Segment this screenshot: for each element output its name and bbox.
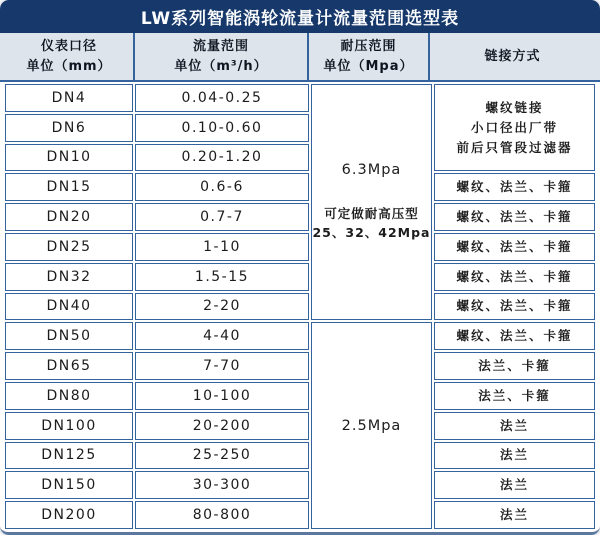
cell-text: DN25: [46, 238, 92, 255]
column-header-label: 流量范围: [192, 39, 249, 54]
table-cell-dn: [5, 412, 133, 440]
table-cell-dn: [5, 352, 133, 380]
table-cell-dn: [5, 114, 133, 142]
cell-text: 0.10-0.60: [181, 119, 263, 136]
pressure-cell: [311, 84, 432, 320]
table-cell-dn: [5, 84, 133, 112]
cell-text: 0.20-1.20: [181, 149, 263, 166]
table-cell-flow: [135, 144, 309, 172]
table-body: [0, 82, 600, 532]
pressure-cell: [311, 322, 432, 529]
cell-text: DN40: [46, 298, 92, 315]
cell-text: DN15: [46, 179, 92, 196]
cell-text: DN20: [46, 209, 92, 226]
table-cell-flow: [135, 412, 309, 440]
cell-text: 0.6-6: [200, 179, 244, 196]
table-cell-flow: [135, 501, 309, 529]
pressure-note: [312, 204, 430, 243]
table-cell-dn: [5, 442, 133, 470]
column-header-unit: 单位（mm）: [26, 58, 112, 74]
cell-text: 6.3Mpa: [341, 161, 402, 178]
table-cell-dn: [5, 501, 133, 529]
table-cell-flow: [135, 233, 309, 261]
cell-text: 25、32、42Mpa: [312, 225, 431, 241]
cell-text: 法兰、卡箍: [478, 358, 551, 374]
table-cell-flow: [135, 352, 309, 380]
connection-cell: [434, 293, 595, 321]
cell-text: DN50: [46, 328, 92, 345]
table-cell-flow: [135, 263, 309, 291]
cell-text: 可定做耐高压型: [324, 205, 419, 221]
cell-text: 螺纹、法兰、卡箍: [456, 238, 573, 254]
table-cell-flow: [135, 203, 309, 231]
cell-text: 7-70: [203, 358, 241, 375]
cell-text: 0.7-7: [200, 209, 244, 226]
cell-text: DN10: [46, 149, 92, 166]
cell-text: 4-40: [203, 328, 241, 345]
connection-cell: [434, 322, 595, 350]
cell-text: 80-800: [192, 507, 252, 524]
table-cell-dn: [5, 293, 133, 321]
cell-text: DN100: [41, 417, 97, 434]
column-header-pressure-range: [307, 33, 428, 80]
cell-text: DN125: [41, 447, 97, 464]
table-cell-dn: [5, 144, 133, 172]
connection-cell: [434, 84, 595, 171]
table-cell-dn: [5, 471, 133, 499]
table-cell-flow: [135, 322, 309, 350]
cell-text: DN150: [41, 477, 97, 494]
cell-text: DN65: [46, 358, 92, 375]
cell-text: 20-200: [192, 417, 252, 434]
table-cell-dn: [5, 203, 133, 231]
connection-cell: [434, 412, 595, 440]
cell-text: 前后只管段过滤器: [456, 139, 573, 155]
cell-text: 10-100: [192, 387, 252, 404]
column-header-unit: 单位（m³/h）: [174, 58, 268, 74]
cell-text: 2.5Mpa: [341, 417, 402, 434]
cell-text: 螺纹、法兰、卡箍: [456, 328, 573, 344]
cell-text: 1.5-15: [194, 268, 250, 285]
cell-text: 法兰: [499, 477, 529, 493]
column-header-connection: [428, 33, 595, 80]
cell-text: 法兰: [499, 507, 529, 523]
table-cell-flow: [135, 84, 309, 112]
connection-cell: [434, 471, 595, 499]
table-cell-flow: [135, 114, 309, 142]
table-cell-flow: [135, 382, 309, 410]
cell-text: 螺纹、法兰、卡箍: [456, 179, 573, 195]
column-header-unit: 单位（Mpa）: [323, 58, 414, 74]
cell-text: DN80: [46, 387, 92, 404]
cell-text: 小口径出厂带: [470, 119, 558, 135]
cell-text: DN200: [41, 507, 97, 524]
cell-text: DN6: [51, 119, 87, 136]
column-header-diameter: [5, 33, 133, 80]
cell-text: 螺纹链接: [485, 99, 544, 115]
table-cell-dn: [5, 173, 133, 201]
connection-cell: [434, 173, 595, 201]
connection-cell: [434, 203, 595, 231]
table-cell-dn: [5, 233, 133, 261]
cell-text: 1-10: [203, 238, 241, 255]
cell-text: 螺纹、法兰、卡箍: [456, 268, 573, 284]
table-cell-flow: [135, 471, 309, 499]
column-header-flow-range: [133, 33, 307, 80]
column-header-label: 仪表口径: [40, 39, 97, 54]
cell-text: 螺纹、法兰、卡箍: [456, 298, 573, 314]
table-title: LW系列智能涡轮流量计流量范围选型表: [0, 0, 600, 33]
cell-text: DN32: [46, 268, 92, 285]
cell-text: 30-300: [192, 477, 252, 494]
cell-text: 螺纹、法兰、卡箍: [456, 209, 573, 225]
connection-cell: [434, 263, 595, 291]
cell-text: DN4: [51, 89, 87, 106]
cell-text: 2-20: [203, 298, 241, 315]
cell-text: 25-250: [192, 447, 252, 464]
table-header-row: [0, 33, 600, 82]
connection-cell: [434, 501, 595, 529]
connection-cell: [434, 382, 595, 410]
table-cell-flow: [135, 173, 309, 201]
connection-cell: [434, 352, 595, 380]
connection-cell: [434, 233, 595, 261]
table-cell-flow: [135, 442, 309, 470]
column-header-label: 链接方式: [484, 48, 541, 64]
cell-text: 0.04-0.25: [181, 89, 263, 106]
table-cell-flow: [135, 293, 309, 321]
cell-text: 法兰: [499, 417, 529, 433]
cell-text: 法兰、卡箍: [478, 387, 551, 403]
table-cell-dn: [5, 382, 133, 410]
column-header-label: 耐压范围: [340, 39, 397, 54]
table-cell-dn: [5, 263, 133, 291]
table-cell-dn: [5, 322, 133, 350]
connection-cell: [434, 442, 595, 470]
cell-text: 法兰: [499, 447, 529, 463]
